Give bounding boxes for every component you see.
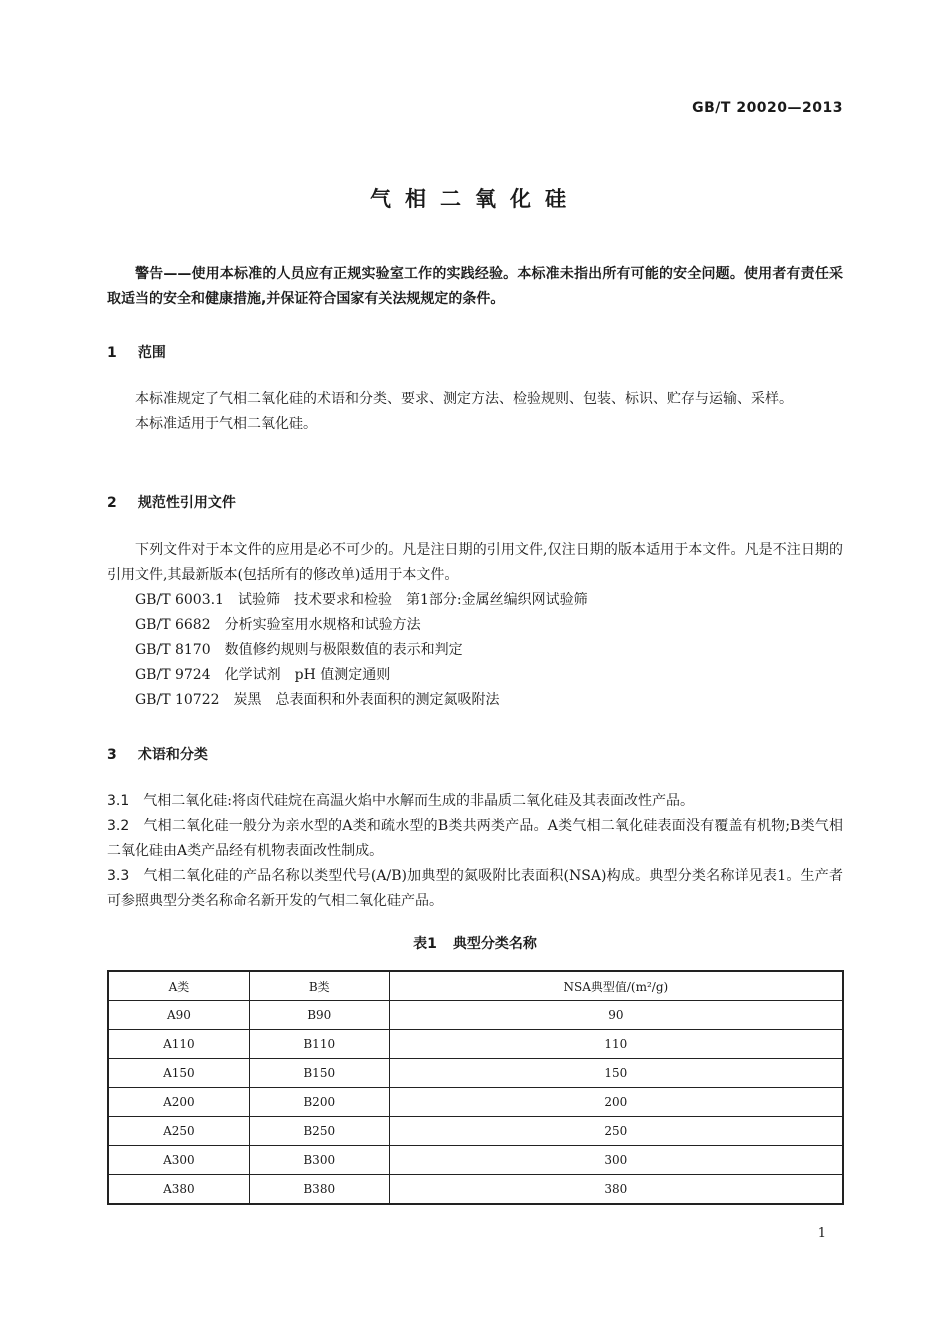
table-cell: 250 [389,1117,843,1146]
table-cell: 200 [389,1088,843,1117]
table-cell: A380 [108,1175,249,1205]
reference-code: GB/T 6682 [135,617,211,633]
reference-title: 化学试剂 pH 值测定通则 [224,667,391,683]
table-cell: A300 [108,1146,249,1175]
table-row [108,1175,843,1205]
term-text: 气相二氧化硅一般分为亲水型的A类和疏水型的B类共两类产品。A类气相二氧化硅表面没有覆盖有机物;B类气相二氧化硅由A类产品经有机物表面改性制成。 [107,818,843,859]
table-cell: 110 [389,1030,843,1059]
table-cell: 380 [389,1175,843,1205]
section-2-body [107,538,843,713]
table-cell: B200 [249,1088,389,1117]
table-label: 表1 [413,936,437,952]
reference-title: 分析实验室用水规格和试验方法 [224,617,421,633]
term-item [107,814,843,864]
table-cell: B300 [249,1146,389,1175]
table-header-row [108,971,843,1001]
warning-paragraph: 警告——使用本标准的人员应有正规实验室工作的实践经验。本标准未指出所有可能的安全问题。使用者有责任采取适当的安全和健康措施,并保证符合国家有关法规规定的条件。 [107,266,843,307]
table-header-cell: NSA典型值/(m²/g) [389,971,843,1001]
table-row [108,1088,843,1117]
table-caption-text: 典型分类名称 [452,936,537,952]
term-number: 3.1 [107,793,130,809]
reference-code: GB/T 9724 [135,667,211,683]
table-header-cell: A类 [108,971,249,1001]
reference-item [107,663,843,688]
table-cell: B150 [249,1059,389,1088]
reference-code: GB/T 10722 [135,692,220,708]
section-1-title: 范围 [137,345,166,361]
section-1-number: 1 [107,345,117,361]
section-1-paragraph-1: 本标准规定了气相二氧化硅的术语和分类、要求、测定方法、检验规则、包装、标识、贮存与运输、采样。 [135,391,793,407]
table-header-cell: B类 [249,971,389,1001]
page-number: 1 [817,1226,826,1241]
section-3-heading [107,744,208,764]
section-2-heading [107,492,236,512]
table-cell: 300 [389,1146,843,1175]
table-caption [0,933,950,953]
term-item [107,789,843,814]
table-cell: B90 [249,1001,389,1030]
table-row [108,1030,843,1059]
classification-table [107,970,844,1205]
term-text: 气相二氧化硅的产品名称以类型代号(A/B)加典型的氮吸附比表面积(NSA)构成。典型分类名称详见表1。生产者可参照典型分类名称命名新开发的气相二氧化硅产品。 [107,868,843,909]
table-cell: A200 [108,1088,249,1117]
term-text: 气相二氧化硅:将卤代硅烷在高温火焰中水解而生成的非晶质二氧化硅及其表面改性产品。 [143,793,694,809]
reference-item [107,613,843,638]
table-cell: A90 [108,1001,249,1030]
table-row [108,1146,843,1175]
reference-title: 试验筛 技术要求和检验 第1部分:金属丝编织网试验筛 [237,592,588,608]
term-number: 3.2 [107,818,130,834]
section-2-paragraph-1: 下列文件对于本文件的应用是必不可少的。凡是注日期的引用文件,仅注日期的版本适用于本文件。凡是不注日期的引用文件,其最新版本(包括所有的修改单)适用于本文件。 [107,542,843,583]
table-cell: B110 [249,1030,389,1059]
section-2-title: 规范性引用文件 [137,495,236,511]
reference-item [107,638,843,663]
reference-item [107,688,843,713]
section-2-number: 2 [107,495,117,511]
section-3-body [107,789,843,914]
table-cell: B250 [249,1117,389,1146]
document-title: 气相二氧化硅 [370,187,580,211]
section-1-paragraph-2: 本标准适用于气相二氧化硅。 [135,416,317,432]
table-row [108,1117,843,1146]
reference-title: 数值修约规则与极限数值的表示和判定 [224,642,463,658]
term-item [107,864,843,914]
section-1-heading [107,342,166,362]
reference-code: GB/T 6003.1 [135,592,224,608]
table-cell: 150 [389,1059,843,1088]
table-cell: B380 [249,1175,389,1205]
term-number: 3.3 [107,868,130,884]
section-3-title: 术语和分类 [137,747,208,763]
table-cell: A110 [108,1030,249,1059]
table-row [108,1001,843,1030]
reference-item [107,588,843,613]
standard-code: GB/T 20020—2013 [692,100,843,116]
table-row [108,1059,843,1088]
section-3-number: 3 [107,747,117,763]
table-cell: 90 [389,1001,843,1030]
table-cell: A150 [108,1059,249,1088]
section-1-body [107,387,843,437]
reference-code: GB/T 8170 [135,642,211,658]
reference-title: 炭黑 总表面积和外表面积的测定氮吸附法 [233,692,500,708]
table-cell: A250 [108,1117,249,1146]
